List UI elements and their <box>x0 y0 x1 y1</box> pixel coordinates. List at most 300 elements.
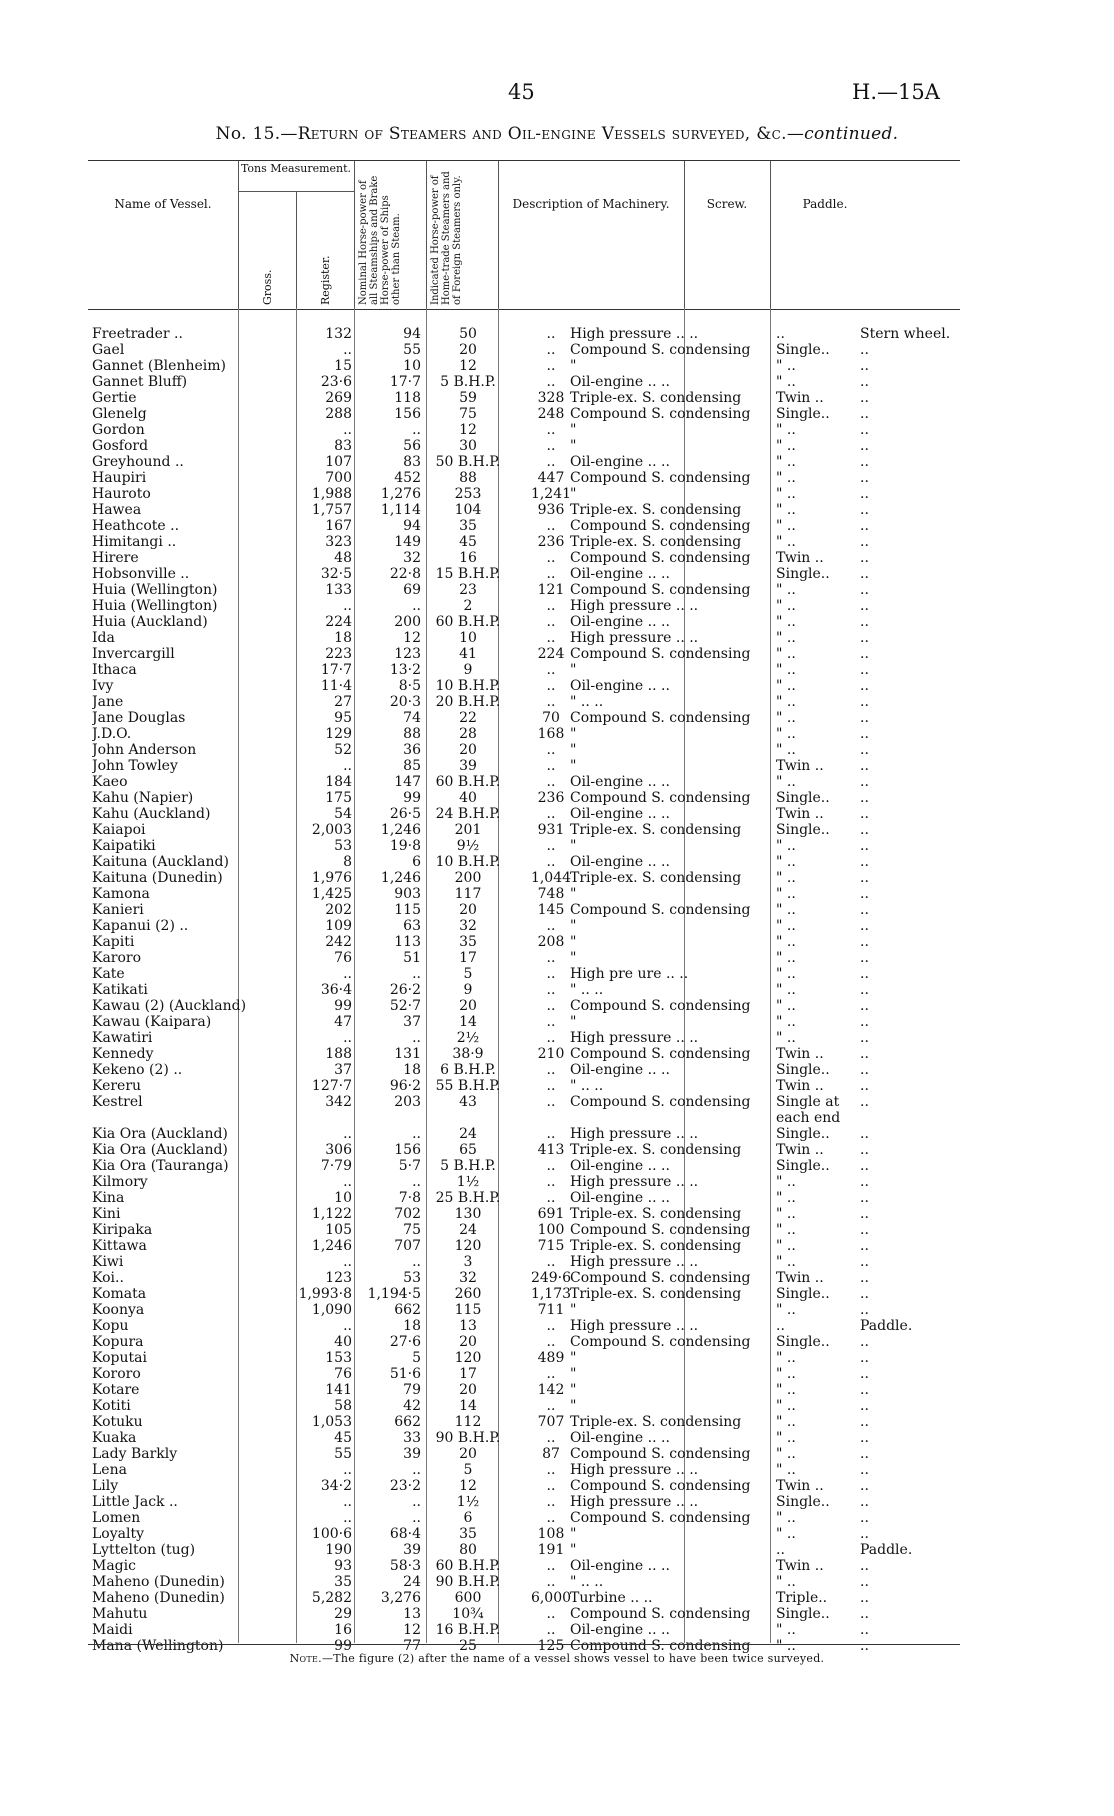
screw-type: " .. <box>776 902 796 918</box>
machinery-description: Compound S. condensing <box>570 902 751 918</box>
machinery-description: High pressure .. .. <box>570 326 699 342</box>
machinery-description: Compound S. condensing <box>570 470 751 486</box>
table-row <box>88 1222 960 1238</box>
vessel-name: Kaeo <box>92 774 128 790</box>
indicated-horsepower: .. <box>546 1318 556 1334</box>
table-row <box>88 1366 960 1382</box>
indicated-horsepower: .. <box>546 982 556 998</box>
header-description: Description of Machinery. <box>512 197 670 211</box>
nominal-horsepower: 1½ <box>456 1174 480 1190</box>
paddle-type: .. <box>860 1558 869 1574</box>
indicated-horsepower: 236 <box>537 534 565 550</box>
paddle-type: .. <box>860 598 869 614</box>
paddle-type: .. <box>860 358 869 374</box>
indicated-horsepower: .. <box>546 1622 556 1638</box>
register-tons: 1,246 <box>380 822 421 838</box>
nominal-horsepower: 5 B.H.P. <box>440 1158 496 1174</box>
register-tons: 131 <box>394 1046 421 1062</box>
vessel-name: Kittawa <box>92 1238 147 1254</box>
register-tons: 53 <box>403 1270 421 1286</box>
vessel-name: Huia (Wellington) <box>92 598 218 614</box>
screw-type: " .. <box>776 1622 796 1638</box>
register-tons: 51 <box>403 950 421 966</box>
nominal-horsepower: 45 <box>459 534 477 550</box>
indicated-horsepower: 711 <box>537 1302 565 1318</box>
screw-type: " .. <box>776 454 796 470</box>
indicated-horsepower: .. <box>546 918 556 934</box>
register-tons: .. <box>412 1462 421 1478</box>
screw-type: " .. <box>776 1030 796 1046</box>
screw-type: Twin .. <box>776 806 824 822</box>
register-tons: 24 <box>403 1574 421 1590</box>
register-tons: 707 <box>394 1238 421 1254</box>
register-tons: 18 <box>403 1318 421 1334</box>
nominal-horsepower: 24 <box>459 1222 477 1238</box>
paddle-type: .. <box>860 870 869 886</box>
paddle-type: Paddle. <box>860 1542 913 1558</box>
nominal-horsepower: 65 <box>459 1142 477 1158</box>
paddle-type: .. <box>860 1286 869 1302</box>
machinery-description: Compound S. condensing <box>570 1638 751 1654</box>
nominal-horsepower: 600 <box>454 1590 482 1606</box>
vessel-name: Kestrel <box>92 1094 143 1110</box>
machinery-description: High pressure .. .. <box>570 598 699 614</box>
paddle-type: .. <box>860 1094 869 1110</box>
paddle-type: .. <box>860 438 869 454</box>
gross-tons: .. <box>343 1510 352 1526</box>
vessel-name: Katikati <box>92 982 148 998</box>
machinery-description: Triple-ex. S. condensing <box>570 1206 742 1222</box>
screw-type: " .. <box>776 726 796 742</box>
indicated-horsepower: .. <box>546 742 556 758</box>
nominal-horsepower: 23 <box>459 582 477 598</box>
register-tons: 69 <box>403 582 421 598</box>
screw-type: " .. <box>776 1190 796 1206</box>
paddle-type: .. <box>860 1270 869 1286</box>
screw-type: " .. <box>776 1382 796 1398</box>
machinery-description: " <box>570 934 577 950</box>
machinery-description: Oil-engine .. .. <box>570 454 670 470</box>
register-tons: 19·8 <box>389 838 421 854</box>
screw-type: Twin .. <box>776 1142 824 1158</box>
paddle-type: .. <box>860 1350 869 1366</box>
vessel-name: Huia (Auckland) <box>92 614 208 630</box>
machinery-description: Compound S. condensing <box>570 1446 751 1462</box>
indicated-horsepower: .. <box>546 1366 556 1382</box>
table-row <box>88 1142 960 1158</box>
nominal-horsepower: 17 <box>459 950 477 966</box>
indicated-horsepower: 1,173 <box>530 1286 572 1302</box>
machinery-description: High pressure .. .. <box>570 1462 699 1478</box>
table-row <box>88 614 960 630</box>
screw-type: Single.. <box>776 1606 830 1622</box>
paddle-type: .. <box>860 470 869 486</box>
paddle-type: .. <box>860 726 869 742</box>
gross-tons: 34·2 <box>320 1478 352 1494</box>
indicated-horsepower: .. <box>546 566 556 582</box>
indicated-horsepower: .. <box>546 1334 556 1350</box>
nominal-horsepower: 90 B.H.P. <box>435 1574 501 1590</box>
nominal-horsepower: 35 <box>459 518 477 534</box>
screw-type: " .. <box>776 1366 796 1382</box>
gross-tons: 10 <box>334 1190 352 1206</box>
table-row <box>88 422 960 438</box>
vessel-name: Heathcote .. <box>92 518 180 534</box>
indicated-horsepower: 121 <box>537 582 565 598</box>
paddle-type: .. <box>860 1382 869 1398</box>
register-tons: 74 <box>403 710 421 726</box>
paddle-type: .. <box>860 678 869 694</box>
nominal-horsepower: 253 <box>454 486 482 502</box>
table-row <box>88 902 960 918</box>
register-tons: 6 <box>412 854 421 870</box>
vessel-name: Kekeno (2) .. <box>92 1062 183 1078</box>
nominal-horsepower: 2½ <box>456 1030 480 1046</box>
register-tons: 75 <box>403 1222 421 1238</box>
machinery-description: Turbine .. .. <box>570 1590 653 1606</box>
table-row <box>88 1014 960 1030</box>
indicated-horsepower: 70 <box>542 710 560 726</box>
indicated-horsepower: .. <box>546 774 556 790</box>
indicated-horsepower: 236 <box>537 790 565 806</box>
nominal-horsepower: 2 <box>463 598 473 614</box>
nominal-horsepower: 6 <box>463 1510 473 1526</box>
register-tons: 68·4 <box>389 1526 421 1542</box>
nominal-horsepower: 55 B.H.P. <box>435 1078 501 1094</box>
paddle-type: .. <box>860 1622 869 1638</box>
vessel-name: Glenelg <box>92 406 147 422</box>
paddle-type: .. <box>860 1158 869 1174</box>
machinery-description: Compound S. condensing <box>570 518 751 534</box>
screw-type: .. <box>776 326 785 342</box>
paddle-type: .. <box>860 1302 869 1318</box>
machinery-description: Compound S. condensing <box>570 1222 751 1238</box>
gross-tons: 224 <box>325 614 352 630</box>
vessel-name: Kini <box>92 1206 121 1222</box>
screw-type: Twin .. <box>776 1270 824 1286</box>
nominal-horsepower: 10 <box>459 630 477 646</box>
nominal-horsepower: 12 <box>459 1478 477 1494</box>
screw-type: " .. <box>776 630 796 646</box>
paddle-type: .. <box>860 1030 869 1046</box>
machinery-description: Oil-engine .. .. <box>570 854 670 870</box>
gross-tons: 55 <box>334 1446 352 1462</box>
screw-type: " .. <box>776 486 796 502</box>
vessel-name: Koonya <box>92 1302 145 1318</box>
screw-type: " .. <box>776 1014 796 1030</box>
register-tons: 94 <box>403 518 421 534</box>
screw-type: Single.. <box>776 1334 830 1350</box>
screw-type: Single.. <box>776 1494 830 1510</box>
register-tons: .. <box>412 966 421 982</box>
vessel-name: John Anderson <box>92 742 197 758</box>
register-tons: 13 <box>403 1606 421 1622</box>
register-tons: 23·2 <box>389 1478 421 1494</box>
screw-type: Single.. <box>776 1126 830 1142</box>
table-row <box>88 390 960 406</box>
machinery-description: Oil-engine .. .. <box>570 806 670 822</box>
machinery-description: Compound S. condensing <box>570 550 751 566</box>
footnote <box>0 1652 1114 1665</box>
gross-tons: 107 <box>325 454 352 470</box>
table-row <box>88 1350 960 1366</box>
machinery-description: Triple-ex. S. condensing <box>570 1414 742 1430</box>
register-tons: 1,114 <box>380 502 421 518</box>
machinery-description: Compound S. condensing <box>570 1606 751 1622</box>
table-row <box>88 1238 960 1254</box>
nominal-horsepower: 5 <box>463 1462 473 1478</box>
gross-tons: 1,053 <box>311 1414 352 1430</box>
table-row <box>88 1622 960 1638</box>
nominal-horsepower: 60 B.H.P. <box>435 614 501 630</box>
vessel-name: Gannet Bluff) <box>92 374 188 390</box>
screw-type: Twin .. <box>776 758 824 774</box>
machinery-description: Oil-engine .. .. <box>570 1430 670 1446</box>
nominal-horsepower: 20 <box>459 1382 477 1398</box>
header-register: Register. <box>319 255 332 305</box>
indicated-horsepower: .. <box>546 1062 556 1078</box>
nominal-horsepower: 60 B.H.P. <box>435 1558 501 1574</box>
vessel-name: Komata <box>92 1286 147 1302</box>
screw-type: " .. <box>776 774 796 790</box>
indicated-horsepower: 413 <box>537 1142 565 1158</box>
register-tons: 10 <box>403 358 421 374</box>
register-tons: 63 <box>403 918 421 934</box>
nominal-horsepower: 24 <box>459 1126 477 1142</box>
table-row <box>88 598 960 614</box>
register-tons: 13·2 <box>389 662 421 678</box>
gross-tons: 95 <box>334 710 352 726</box>
vessel-name: Kiripaka <box>92 1222 153 1238</box>
header-nominal: Nominal Horse-power of all Steamships and Brake Horse-power of Ships other than Steam. <box>358 175 402 305</box>
screw-type: " .. <box>776 1510 796 1526</box>
gross-tons: 1,425 <box>311 886 352 902</box>
nominal-horsepower: 24 B.H.P. <box>435 806 501 822</box>
nominal-horsepower: 90 B.H.P. <box>435 1430 501 1446</box>
gross-tons: 132 <box>325 326 352 342</box>
register-tons: .. <box>412 598 421 614</box>
nominal-horsepower: 32 <box>459 918 477 934</box>
nominal-horsepower: 9 <box>463 662 473 678</box>
machinery-description: Oil-engine .. .. <box>570 1062 670 1078</box>
screw-type: Single.. <box>776 1286 830 1302</box>
paddle-type: .. <box>860 1606 869 1622</box>
nominal-horsepower: 201 <box>454 822 482 838</box>
register-tons: 903 <box>394 886 421 902</box>
document-reference: H.—15A <box>852 80 940 104</box>
register-tons: 149 <box>394 534 421 550</box>
gross-tons: 52 <box>334 742 352 758</box>
gross-tons: 15 <box>334 358 352 374</box>
gross-tons: 16 <box>334 1622 352 1638</box>
table-row <box>88 1334 960 1350</box>
indicated-horsepower: .. <box>546 1158 556 1174</box>
nominal-horsepower: 80 <box>459 1542 477 1558</box>
machinery-description: Triple-ex. S. condensing <box>570 870 742 886</box>
nominal-horsepower: 35 <box>459 1526 477 1542</box>
screw-type: " .. <box>776 614 796 630</box>
table-row <box>88 1254 960 1270</box>
screw-type: " .. <box>776 1174 796 1190</box>
screw-type: .. <box>776 1318 785 1334</box>
nominal-horsepower: 60 B.H.P. <box>435 774 501 790</box>
screw-type: " .. <box>776 1238 796 1254</box>
screw-type: " .. <box>776 534 796 550</box>
screw-type: Single.. <box>776 406 830 422</box>
nominal-horsepower: 16 <box>459 550 477 566</box>
gross-tons: 37 <box>334 1062 352 1078</box>
indicated-horsepower: .. <box>546 1254 556 1270</box>
indicated-horsepower: 100 <box>537 1222 565 1238</box>
table-row <box>88 854 960 870</box>
register-tons: 12 <box>403 1622 421 1638</box>
gross-tons: 36·4 <box>320 982 352 998</box>
table-row <box>88 1574 960 1590</box>
register-tons: 1,194·5 <box>367 1286 421 1302</box>
machinery-description: Oil-engine .. .. <box>570 566 670 582</box>
gross-tons: .. <box>343 1030 352 1046</box>
table-row <box>88 870 960 886</box>
vessel-name: J.D.O. <box>92 726 132 742</box>
indicated-horsepower: .. <box>546 550 556 566</box>
nominal-horsepower: 5 B.H.P. <box>440 374 496 390</box>
machinery-description: Compound S. condensing <box>570 790 751 806</box>
screw-type: " .. <box>776 582 796 598</box>
table-row <box>88 1206 960 1222</box>
table-row <box>88 790 960 806</box>
indicated-horsepower: 6,000 <box>530 1590 572 1606</box>
register-tons: 58·3 <box>389 1558 421 1574</box>
table-row <box>88 1094 960 1110</box>
machinery-description: Compound S. condensing <box>570 1270 751 1286</box>
vessel-name: Kanieri <box>92 902 144 918</box>
register-tons: 203 <box>394 1094 421 1110</box>
screw-type: Single.. <box>776 1158 830 1174</box>
table-row <box>88 950 960 966</box>
table-row <box>88 1046 960 1062</box>
machinery-description: Triple-ex. S. condensing <box>570 1142 742 1158</box>
register-tons: 77 <box>403 1638 421 1654</box>
vessel-name: Mana (Wellington) <box>92 1638 224 1654</box>
nominal-horsepower: 22 <box>459 710 477 726</box>
machinery-description: " <box>570 422 577 438</box>
machinery-description: Triple-ex. S. condensing <box>570 1286 742 1302</box>
gross-tons: 167 <box>325 518 352 534</box>
register-tons: 56 <box>403 438 421 454</box>
vessel-name: Ida <box>92 630 115 646</box>
indicated-horsepower: 931 <box>537 822 565 838</box>
gross-tons: 54 <box>334 806 352 822</box>
register-tons: 662 <box>394 1414 421 1430</box>
vessel-name: Lyttelton (tug) <box>92 1542 196 1558</box>
paddle-type: .. <box>860 1334 869 1350</box>
gross-tons: 323 <box>325 534 352 550</box>
vessel-name: Kawatiri <box>92 1030 153 1046</box>
screw-type: " .. <box>776 1206 796 1222</box>
paddle-type: .. <box>860 614 869 630</box>
vessel-name: Kaipatiki <box>92 838 156 854</box>
screw-type: " .. <box>776 694 796 710</box>
indicated-horsepower: 142 <box>537 1382 565 1398</box>
vessel-name: Kamona <box>92 886 150 902</box>
gross-tons: 29 <box>334 1606 352 1622</box>
machinery-description: " <box>570 758 577 774</box>
table-row <box>88 406 960 422</box>
screw-type: " .. <box>776 950 796 966</box>
nominal-horsepower: 9½ <box>456 838 480 854</box>
machinery-description: High pressure .. .. <box>570 1318 699 1334</box>
indicated-horsepower: .. <box>546 662 556 678</box>
table-row <box>88 838 960 854</box>
paddle-type: .. <box>860 998 869 1014</box>
gross-tons: .. <box>343 342 352 358</box>
table-row <box>88 1478 960 1494</box>
screw-type: " .. <box>776 870 796 886</box>
indicated-horsepower: .. <box>546 1510 556 1526</box>
machinery-description: Compound S. condensing <box>570 1046 751 1062</box>
gross-tons: 27 <box>334 694 352 710</box>
indicated-horsepower: .. <box>546 1014 556 1030</box>
table-row <box>88 886 960 902</box>
vessel-name: Kapanui (2) .. <box>92 918 189 934</box>
register-tons: 96·2 <box>389 1078 421 1094</box>
machinery-description: Triple-ex. S. condensing <box>570 534 742 550</box>
gross-tons: 127·7 <box>311 1078 352 1094</box>
table-row <box>88 1558 960 1574</box>
machinery-description: " <box>570 886 577 902</box>
gross-tons: 700 <box>325 470 352 486</box>
vessel-name: Koputai <box>92 1350 147 1366</box>
gross-tons: .. <box>343 598 352 614</box>
screw-type: " .. <box>776 422 796 438</box>
machinery-description: Oil-engine .. .. <box>570 678 670 694</box>
paddle-type: .. <box>860 1174 869 1190</box>
machinery-description: Triple-ex. S. condensing <box>570 502 742 518</box>
paddle-type: .. <box>860 806 869 822</box>
vessel-name: Himitangi .. <box>92 534 177 550</box>
nominal-horsepower: 40 <box>459 790 477 806</box>
indicated-horsepower: .. <box>546 678 556 694</box>
screw-type: " .. <box>776 1526 796 1542</box>
vessel-table-body <box>88 326 960 1654</box>
indicated-horsepower: 224 <box>537 646 565 662</box>
screw-type: each end <box>776 1110 841 1126</box>
screw-type: " .. <box>776 646 796 662</box>
machinery-description: Oil-engine .. .. <box>570 1558 670 1574</box>
paddle-type: .. <box>860 1638 869 1654</box>
gross-tons: 105 <box>325 1222 352 1238</box>
paddle-type: .. <box>860 902 869 918</box>
table-row <box>88 758 960 774</box>
indicated-horsepower: .. <box>546 422 556 438</box>
gross-tons: 1,757 <box>311 502 352 518</box>
gross-tons: 288 <box>325 406 352 422</box>
nominal-horsepower: 12 <box>459 422 477 438</box>
vessel-name: Lomen <box>92 1510 141 1526</box>
machinery-description: High pressure .. .. <box>570 1494 699 1510</box>
table-row <box>88 822 960 838</box>
indicated-horsepower: 191 <box>537 1542 565 1558</box>
register-tons: 94 <box>403 326 421 342</box>
screw-type: " .. <box>776 982 796 998</box>
screw-type: .. <box>776 1542 785 1558</box>
screw-type: Single.. <box>776 822 830 838</box>
indicated-horsepower: .. <box>546 438 556 454</box>
indicated-horsepower: .. <box>546 1478 556 1494</box>
machinery-description: " <box>570 662 577 678</box>
indicated-horsepower: 447 <box>537 470 565 486</box>
gross-tons: 306 <box>325 1142 352 1158</box>
